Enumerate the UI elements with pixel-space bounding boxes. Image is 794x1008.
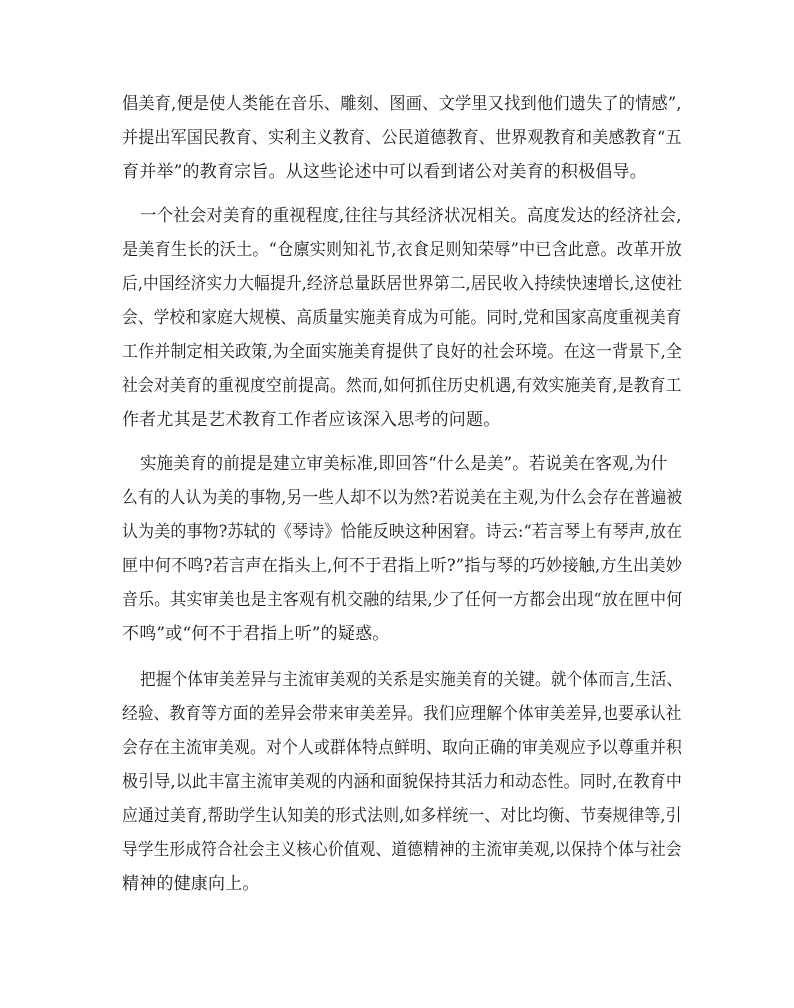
text-line: 工作并制定相关政策,为全面实施美育提供了良好的社会环境。在这一背景下,全 xyxy=(122,342,683,362)
text-line: 会、学校和家庭大规模、高质量实施美育成为可能。同时,党和国家高度重视美育 xyxy=(122,308,682,328)
text-line: 经验、教育等方面的差异会带来审美差异。我们应理解个体审美差异,也要承认社 xyxy=(122,704,682,724)
text-line: 导学生形成符合社会主义核心价值观、道德精神的主流审美观,以保持个体与社会 xyxy=(122,840,682,860)
text-line: 么有的人认为美的事物,另一些人却不以为然?若说美在主观,为什么会存在普遍被 xyxy=(122,488,683,508)
text-line: 社会对美育的重视度空前提高。然而,如何抓住历史机遇,有效实施美育,是教育工 xyxy=(122,376,682,396)
text-line: 会存在主流审美观。对个人或群体特点鲜明、取向正确的审美观应予以尊重并积 xyxy=(122,738,682,758)
text-line: 认为美的事物?苏轼的《琴诗》恰能反映这种困窘。诗云:“若言琴上有琴声,放在 xyxy=(122,522,683,542)
text-line: 不鸣”或“何不于君指上听”的疑惑。 xyxy=(122,624,390,644)
text-line: 应通过美育,帮助学生认知美的形式法则,如多样统一、对比均衡、节奏规律等,引 xyxy=(122,806,682,826)
text-line: 作者尤其是艺术教育工作者应该深入思考的问题。 xyxy=(122,410,501,430)
paragraph-first-line: 实施美育的前提是建立审美标准,即回答“什么是美”。若说美在客观,为什 xyxy=(140,454,668,474)
text-line: 匣中何不鸣?若言声在指头上,何不于君指上听?”指与琴的巧妙接触,方生出美妙 xyxy=(122,556,683,576)
paragraph-first-line: 把握个体审美差异与主流审美观的关系是实施美育的关键。就个体而言,生活、 xyxy=(140,670,683,690)
text-line: 极引导,以此丰富主流审美观的内涵和面貌保持其活力和动态性。同时,在教育中 xyxy=(122,772,683,792)
text-line: 是美育生长的沃土。“仓廪实则知礼节,衣食足则知荣辱”中已含此意。改革开放 xyxy=(122,240,682,260)
text-line: 倡美育,便是使人类能在音乐、雕刻、图画、文学里又找到他们遗失了的情感”, xyxy=(122,94,682,114)
text-line: 育并举”的教育宗旨。从这些论述中可以看到诸公对美育的积极倡导。 xyxy=(122,162,647,182)
text-line: 并提出军国民教育、实利主义教育、公民道德教育、世界观教育和美感教育“五 xyxy=(122,128,682,148)
text-line: 后,中国经济实力大幅提升,经济总量跃居世界第二,居民收入持续快速增长,这使社 xyxy=(122,274,683,294)
text-line: 音乐。其实审美也是主客观有机交融的结果,少了任何一方都会出现“放在匣中何 xyxy=(122,590,683,610)
paragraph-first-line: 一个社会对美育的重视程度,往往与其经济状况相关。高度发达的经济社会, xyxy=(140,206,682,226)
text-line: 精神的健康向上。 xyxy=(122,874,260,894)
